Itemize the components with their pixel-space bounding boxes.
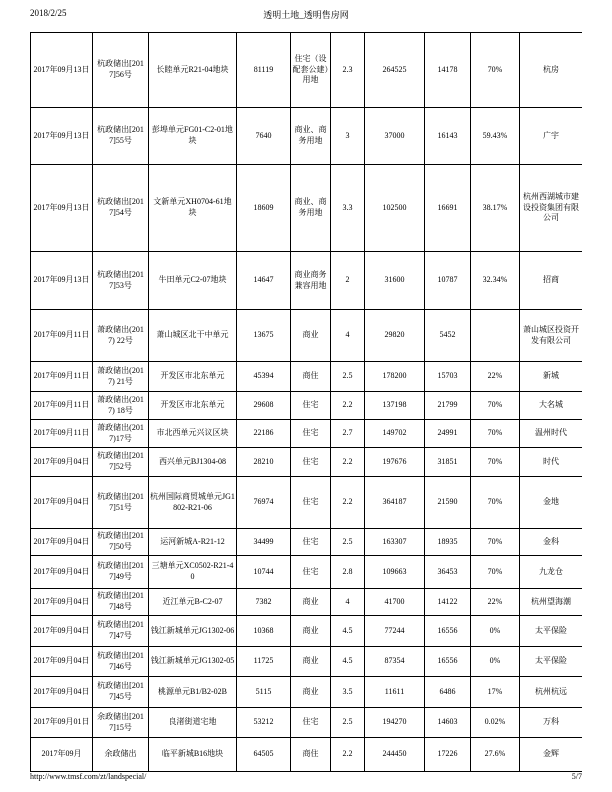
cell-plot-ratio: 3.5: [331, 677, 365, 708]
cell-unit-price: 14122: [425, 589, 471, 616]
cell-doc-number: 杭政储出[2017]55号: [93, 108, 149, 165]
cell-land-use: 商业: [291, 677, 331, 708]
land-row: [31, 589, 583, 616]
land-row: [31, 708, 583, 738]
cell-unit-price: 18935: [425, 529, 471, 556]
cell-unit-price: 31851: [425, 448, 471, 477]
cell-unit-price: 16691: [425, 165, 471, 252]
cell-doc-number: 杭政储出[2017]47号: [93, 616, 149, 647]
cell-transaction-date: 2017年09月: [31, 738, 93, 772]
cell-premium-rate: 38.17%: [471, 165, 520, 252]
cell-plot-ratio: 2.5: [331, 708, 365, 738]
land-row: [31, 165, 583, 252]
page-footer: [30, 772, 582, 784]
cell-buyer: 太平保险: [520, 647, 583, 677]
land-row: [31, 33, 583, 108]
land-row: [31, 392, 583, 420]
cell-doc-number: 萧政储出(2017) 22号: [93, 310, 149, 362]
cell-land-area: 14647: [237, 252, 291, 310]
cell-land-use: 住宅: [291, 477, 331, 529]
print-date: 2018/2/25: [30, 8, 67, 18]
land-row: [31, 477, 583, 529]
cell-premium-rate: 70%: [471, 33, 520, 108]
land-row: [31, 252, 583, 310]
cell-plot-name: 牛田单元C2-07地块: [149, 252, 237, 310]
cell-plot-ratio: 4: [331, 310, 365, 362]
cell-land-area: 29608: [237, 392, 291, 420]
page-header: [30, 8, 582, 22]
cell-plot-name: 长睦单元R21-04地块: [149, 33, 237, 108]
cell-buyer: 金地: [520, 477, 583, 529]
cell-total-price: 87354: [365, 647, 425, 677]
cell-total-price: 163307: [365, 529, 425, 556]
cell-transaction-date: 2017年09月13日: [31, 108, 93, 165]
page-title: 透明土地_透明售房网: [263, 10, 349, 20]
cell-unit-price: 16143: [425, 108, 471, 165]
cell-plot-name: 彭埠单元FG01-C2-01地块: [149, 108, 237, 165]
cell-plot-ratio: 4: [331, 589, 365, 616]
cell-land-area: 34499: [237, 529, 291, 556]
cell-total-price: 31600: [365, 252, 425, 310]
cell-land-area: 11725: [237, 647, 291, 677]
cell-premium-rate: 70%: [471, 448, 520, 477]
cell-total-price: 37000: [365, 108, 425, 165]
cell-doc-number: 杭政储出[2017]54号: [93, 165, 149, 252]
cell-land-use: 商业: [291, 647, 331, 677]
cell-premium-rate: 0%: [471, 616, 520, 647]
cell-transaction-date: 2017年09月11日: [31, 362, 93, 392]
cell-total-price: 29820: [365, 310, 425, 362]
cell-land-use: 住宅（设配套公建）用地: [291, 33, 331, 108]
cell-land-use: 商业、商务用地: [291, 108, 331, 165]
cell-doc-number: 萧政储出(2017)17号: [93, 420, 149, 448]
cell-premium-rate: 17%: [471, 677, 520, 708]
cell-land-use: 商住: [291, 738, 331, 772]
cell-transaction-date: 2017年09月13日: [31, 33, 93, 108]
cell-land-use: 住宅: [291, 708, 331, 738]
cell-buyer: 杭州西湖城市建设投资集团有限公司: [520, 165, 583, 252]
cell-transaction-date: 2017年09月01日: [31, 708, 93, 738]
cell-land-use: 住宅: [291, 392, 331, 420]
cell-plot-name: 市北西单元兴议区块: [149, 420, 237, 448]
cell-total-price: 109663: [365, 556, 425, 589]
cell-plot-name: 三塘单元XC0502-R21-40: [149, 556, 237, 589]
cell-buyer: 温州时代: [520, 420, 583, 448]
cell-land-use: 住宅: [291, 420, 331, 448]
cell-land-area: 7382: [237, 589, 291, 616]
cell-doc-number: 余政储出: [93, 738, 149, 772]
cell-land-area: 10744: [237, 556, 291, 589]
land-row: [31, 420, 583, 448]
cell-land-area: 22186: [237, 420, 291, 448]
cell-buyer: 招商: [520, 252, 583, 310]
cell-buyer: 杭房: [520, 33, 583, 108]
land-row: [31, 362, 583, 392]
cell-plot-ratio: 2.2: [331, 392, 365, 420]
cell-premium-rate: 32.34%: [471, 252, 520, 310]
cell-buyer: 萧山城区投资开发有限公司: [520, 310, 583, 362]
cell-plot-ratio: 2.5: [331, 529, 365, 556]
cell-unit-price: 21799: [425, 392, 471, 420]
cell-land-area: 45394: [237, 362, 291, 392]
cell-total-price: 178200: [365, 362, 425, 392]
cell-land-use: 商住: [291, 362, 331, 392]
cell-premium-rate: 22%: [471, 589, 520, 616]
cell-plot-name: 杭州国际商贸城单元JG1802-R21-06: [149, 477, 237, 529]
cell-transaction-date: 2017年09月04日: [31, 616, 93, 647]
cell-plot-ratio: 4.5: [331, 647, 365, 677]
cell-doc-number: 杭政储出[2017]52号: [93, 448, 149, 477]
cell-land-use: 商业: [291, 310, 331, 362]
cell-unit-price: 6486: [425, 677, 471, 708]
cell-land-use: 住宅: [291, 529, 331, 556]
cell-buyer: 太平保险: [520, 616, 583, 647]
cell-transaction-date: 2017年09月04日: [31, 556, 93, 589]
cell-plot-ratio: 2.2: [331, 477, 365, 529]
cell-land-use: 住宅: [291, 448, 331, 477]
land-row: [31, 677, 583, 708]
cell-plot-ratio: 2.5: [331, 362, 365, 392]
cell-unit-price: 16556: [425, 647, 471, 677]
cell-buyer: 时代: [520, 448, 583, 477]
land-row: [31, 616, 583, 647]
cell-unit-price: 14178: [425, 33, 471, 108]
cell-buyer: 广宇: [520, 108, 583, 165]
cell-doc-number: 杭政储出[2017]48号: [93, 589, 149, 616]
cell-premium-rate: 70%: [471, 420, 520, 448]
cell-transaction-date: 2017年09月11日: [31, 392, 93, 420]
cell-plot-name: 桃源单元B1/B2-02B: [149, 677, 237, 708]
land-transactions-table: [30, 32, 582, 772]
cell-transaction-date: 2017年09月04日: [31, 448, 93, 477]
cell-plot-name: 西兴单元BJ1304-08: [149, 448, 237, 477]
table-body: [31, 33, 583, 772]
cell-doc-number: 杭政储出[2017]53号: [93, 252, 149, 310]
cell-doc-number: 萧政储出(2017) 18号: [93, 392, 149, 420]
cell-premium-rate: 59.43%: [471, 108, 520, 165]
cell-buyer: 金辉: [520, 738, 583, 772]
cell-transaction-date: 2017年09月04日: [31, 477, 93, 529]
cell-total-price: 149702: [365, 420, 425, 448]
cell-unit-price: 10787: [425, 252, 471, 310]
land-row: [31, 310, 583, 362]
cell-land-use: 商业: [291, 589, 331, 616]
cell-transaction-date: 2017年09月11日: [31, 310, 93, 362]
cell-transaction-date: 2017年09月13日: [31, 252, 93, 310]
cell-buyer: 新城: [520, 362, 583, 392]
cell-total-price: 41700: [365, 589, 425, 616]
cell-unit-price: 5452: [425, 310, 471, 362]
cell-plot-name: 钱江新城单元JG1302-06: [149, 616, 237, 647]
cell-total-price: 197676: [365, 448, 425, 477]
cell-premium-rate: 70%: [471, 477, 520, 529]
cell-land-area: 10368: [237, 616, 291, 647]
land-row: [31, 529, 583, 556]
cell-plot-ratio: 3.3: [331, 165, 365, 252]
cell-buyer: 杭州望海潮: [520, 589, 583, 616]
cell-plot-ratio: 2.2: [331, 738, 365, 772]
cell-plot-ratio: 4.5: [331, 616, 365, 647]
cell-unit-price: 17226: [425, 738, 471, 772]
cell-plot-ratio: 2.3: [331, 33, 365, 108]
cell-buyer: 大名城: [520, 392, 583, 420]
land-row: [31, 738, 583, 772]
cell-land-area: 64505: [237, 738, 291, 772]
cell-plot-name: 钱江新城单元JG1302-05: [149, 647, 237, 677]
cell-total-price: 11611: [365, 677, 425, 708]
cell-doc-number: 杭政储出[2017]46号: [93, 647, 149, 677]
cell-doc-number: 萧政储出(2017) 21号: [93, 362, 149, 392]
page-number: 5/7: [571, 772, 582, 781]
cell-plot-name: 近江单元B-C2-07: [149, 589, 237, 616]
cell-plot-ratio: 2.2: [331, 448, 365, 477]
cell-premium-rate: [471, 310, 520, 362]
cell-premium-rate: 70%: [471, 529, 520, 556]
cell-transaction-date: 2017年09月11日: [31, 420, 93, 448]
cell-total-price: 102500: [365, 165, 425, 252]
cell-plot-name: 临平新城B16地块: [149, 738, 237, 772]
cell-plot-ratio: 2.7: [331, 420, 365, 448]
cell-land-use: 商业、商务用地: [291, 165, 331, 252]
cell-unit-price: 36453: [425, 556, 471, 589]
cell-land-area: 81119: [237, 33, 291, 108]
cell-doc-number: 杭政储出[2017]51号: [93, 477, 149, 529]
cell-unit-price: 21590: [425, 477, 471, 529]
cell-total-price: 194270: [365, 708, 425, 738]
cell-premium-rate: 70%: [471, 392, 520, 420]
cell-land-use: 住宅: [291, 556, 331, 589]
cell-land-area: 53212: [237, 708, 291, 738]
cell-total-price: 364187: [365, 477, 425, 529]
cell-plot-name: 运河新城A-R21-12: [149, 529, 237, 556]
cell-plot-name: 开发区市北东单元: [149, 392, 237, 420]
cell-total-price: 137198: [365, 392, 425, 420]
cell-doc-number: 杭政储出[2017]49号: [93, 556, 149, 589]
cell-plot-name: 萧山城区北干中单元: [149, 310, 237, 362]
cell-transaction-date: 2017年09月04日: [31, 677, 93, 708]
cell-plot-ratio: 3: [331, 108, 365, 165]
cell-total-price: 244450: [365, 738, 425, 772]
source-url: http://www.tmsf.com/zt/landspecial/: [30, 772, 147, 781]
cell-land-use: 商业: [291, 616, 331, 647]
cell-land-area: 13675: [237, 310, 291, 362]
cell-total-price: 264525: [365, 33, 425, 108]
cell-total-price: 77244: [365, 616, 425, 647]
cell-buyer: 杭州杭远: [520, 677, 583, 708]
table-container: [30, 32, 582, 774]
cell-buyer: 金科: [520, 529, 583, 556]
cell-doc-number: 余政储出[2017]15号: [93, 708, 149, 738]
cell-unit-price: 24991: [425, 420, 471, 448]
cell-transaction-date: 2017年09月04日: [31, 647, 93, 677]
cell-buyer: 万科: [520, 708, 583, 738]
cell-premium-rate: 70%: [471, 556, 520, 589]
cell-plot-ratio: 2.8: [331, 556, 365, 589]
cell-land-area: 5115: [237, 677, 291, 708]
cell-plot-ratio: 2: [331, 252, 365, 310]
cell-doc-number: 杭政储出[2017]45号: [93, 677, 149, 708]
cell-land-area: 18609: [237, 165, 291, 252]
land-row: [31, 448, 583, 477]
cell-premium-rate: 0.02%: [471, 708, 520, 738]
cell-plot-name: 文新单元XH0704-61地块: [149, 165, 237, 252]
cell-buyer: 九龙仓: [520, 556, 583, 589]
land-row: [31, 647, 583, 677]
cell-premium-rate: 0%: [471, 647, 520, 677]
land-row: [31, 556, 583, 589]
cell-doc-number: 杭政储出[2017]50号: [93, 529, 149, 556]
cell-transaction-date: 2017年09月13日: [31, 165, 93, 252]
land-row: [31, 108, 583, 165]
cell-transaction-date: 2017年09月04日: [31, 589, 93, 616]
cell-land-area: 7640: [237, 108, 291, 165]
cell-land-use: 商业商务兼容用地: [291, 252, 331, 310]
cell-premium-rate: 22%: [471, 362, 520, 392]
cell-unit-price: 16556: [425, 616, 471, 647]
cell-land-area: 28210: [237, 448, 291, 477]
cell-land-area: 76974: [237, 477, 291, 529]
cell-unit-price: 14603: [425, 708, 471, 738]
cell-plot-name: 良渚街道宅地: [149, 708, 237, 738]
cell-plot-name: 开发区市北东单元: [149, 362, 237, 392]
cell-doc-number: 杭政储出[2017]56号: [93, 33, 149, 108]
cell-premium-rate: 27.6%: [471, 738, 520, 772]
cell-transaction-date: 2017年09月04日: [31, 529, 93, 556]
cell-unit-price: 15703: [425, 362, 471, 392]
